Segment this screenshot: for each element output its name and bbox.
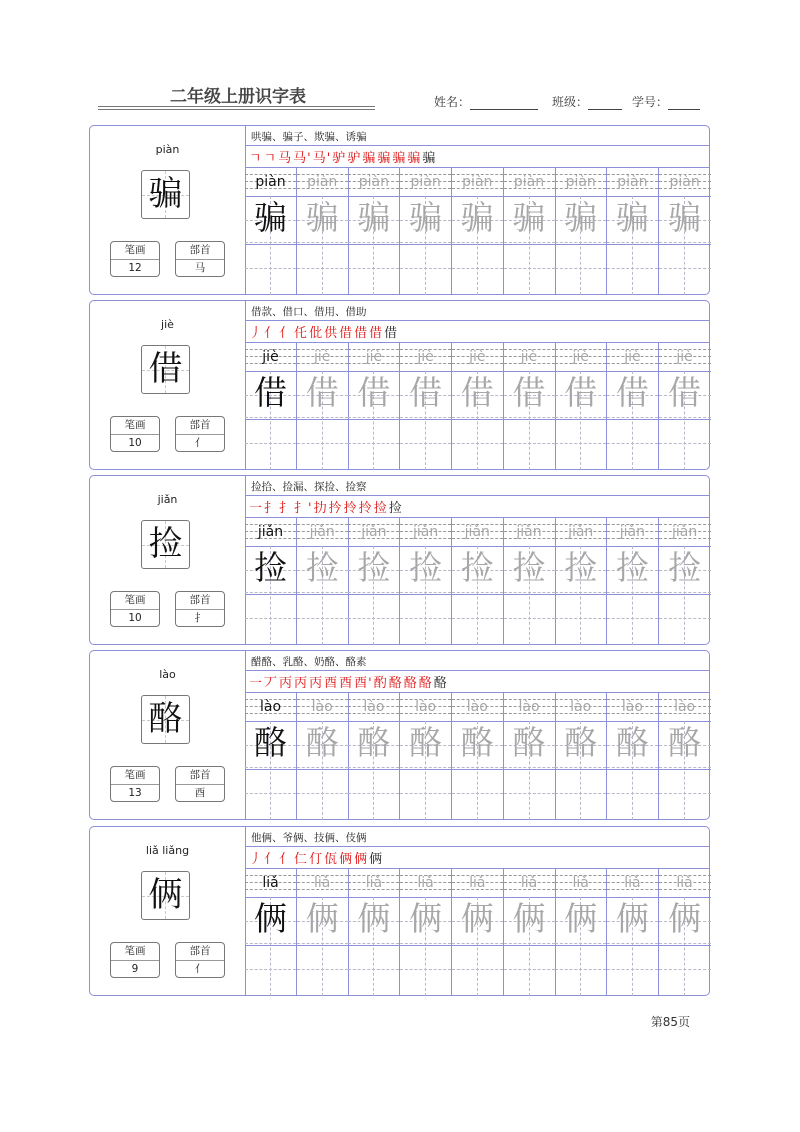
cell-pinyin: lào — [621, 699, 643, 715]
radical-label: 部首 — [176, 417, 224, 435]
pinyin-label: jiǎn — [157, 493, 178, 506]
writing-cell[interactable] — [297, 343, 349, 470]
cell-character: 捡 — [668, 548, 702, 587]
writing-cell[interactable] — [297, 518, 349, 645]
writing-cell[interactable] — [297, 869, 349, 996]
cell-character: 骗 — [512, 198, 546, 237]
cell-pinyin: liǎ — [469, 875, 486, 891]
name-label: 姓名： — [434, 95, 471, 109]
stroke-step: 骗 — [377, 151, 392, 166]
writing-cell[interactable] — [245, 343, 297, 470]
cell-pinyin: lào — [466, 699, 488, 715]
cell-pinyin: jiè — [417, 349, 434, 365]
cell-pinyin: jiǎn — [309, 524, 335, 540]
stroke-step: 马' — [293, 151, 312, 166]
cell-character: 俩 — [357, 899, 391, 938]
stroke-order — [249, 322, 399, 341]
cell-character: 捡 — [460, 548, 494, 587]
character-info-panel — [90, 827, 246, 995]
radical-value: 亻 — [194, 963, 206, 975]
stroke-step: ㄱ — [263, 151, 278, 166]
stroke-step: 仳 — [309, 326, 324, 341]
stroke-step: 酪 — [388, 676, 403, 691]
character-display — [141, 345, 190, 394]
example-words: 他俩、爷俩、技俩、伎俩 — [251, 832, 367, 844]
class-label: 班级： — [552, 95, 589, 109]
character-glyph: 骗 — [148, 174, 183, 214]
cell-character: 骗 — [409, 198, 443, 237]
radical-label: 部首 — [176, 242, 224, 260]
cell-character: 借 — [460, 373, 494, 412]
cell-pinyin: piàn — [358, 174, 389, 190]
stroke-step: 供 — [324, 326, 339, 341]
cell-pinyin: jiǎn — [464, 524, 490, 540]
cell-pinyin: piàn — [462, 174, 493, 190]
writing-cell[interactable] — [659, 343, 711, 470]
stroke-count-value: 12 — [128, 262, 142, 274]
cell-pinyin: liǎ — [365, 875, 383, 891]
stroke-step: 丙 — [294, 676, 309, 691]
practice-panel — [245, 126, 709, 294]
writing-cell[interactable] — [348, 518, 400, 645]
stroke-step: 骗 — [422, 151, 437, 166]
stroke-count-label: 笔画 — [111, 943, 159, 961]
student-id-label: 学号： — [632, 95, 669, 109]
stroke-step: 亻 — [264, 326, 279, 341]
cell-character: 俩 — [564, 899, 598, 938]
radical-label: 部首 — [176, 592, 224, 610]
writing-cell[interactable] — [659, 869, 711, 996]
practice-panel — [245, 476, 709, 644]
stroke-step: 仁 — [294, 852, 309, 867]
cell-character: 俩 — [305, 899, 339, 938]
writing-cell[interactable] — [348, 343, 400, 470]
cell-pinyin: jiè — [676, 349, 693, 365]
stroke-step: 酉 — [339, 676, 354, 691]
writing-cell[interactable] — [245, 693, 297, 820]
writing-cell[interactable] — [659, 168, 711, 295]
page-number: 第85页 — [650, 1015, 690, 1029]
stroke-step: 亻 — [279, 326, 294, 341]
writing-cell[interactable] — [504, 168, 556, 295]
stroke-step: 亻 — [264, 852, 279, 867]
cell-character: 骗 — [305, 198, 339, 237]
stroke-step: 借 — [339, 326, 354, 341]
writing-cell[interactable] — [452, 343, 504, 470]
writing-cell[interactable] — [607, 518, 659, 645]
stroke-step: 驴 — [347, 151, 362, 166]
cell-character: 酪 — [305, 723, 339, 762]
cell-pinyin: lào — [311, 699, 333, 715]
writing-cell[interactable] — [607, 869, 659, 996]
cell-pinyin: liǎ — [572, 875, 589, 891]
example-words: 醋酪、乳酪、奶酪、酪素 — [251, 656, 367, 668]
cell-character: 俩 — [512, 899, 546, 938]
cell-pinyin: jiè — [572, 349, 589, 365]
cell-pinyin: jiǎn — [619, 524, 645, 540]
cell-pinyin: lào — [363, 699, 385, 715]
radical-value: 扌 — [194, 612, 206, 624]
cell-character: 捡 — [615, 548, 649, 587]
cell-pinyin: piàn — [513, 174, 545, 190]
stroke-order — [249, 497, 404, 516]
cell-character: 借 — [512, 373, 546, 412]
radical-value: 酉 — [194, 787, 206, 799]
stroke-step: 丿 — [249, 326, 264, 341]
stroke-step: 酪 — [403, 676, 418, 691]
character-info-panel — [90, 651, 246, 819]
cell-character: 酪 — [668, 723, 702, 762]
stroke-step: 仃 — [309, 852, 324, 867]
writing-cell[interactable] — [297, 693, 349, 820]
cell-character: 借 — [409, 373, 443, 412]
cell-character: 俩 — [615, 899, 649, 938]
writing-cell[interactable] — [555, 693, 607, 820]
cell-pinyin: jiè — [262, 349, 279, 365]
stroke-step: 亻 — [279, 852, 294, 867]
character-info-panel — [90, 126, 246, 294]
cell-pinyin: lào — [415, 699, 437, 715]
cell-pinyin: lào — [518, 699, 540, 715]
stroke-order — [249, 672, 449, 691]
stroke-step: 俩 — [354, 852, 369, 867]
writing-cell[interactable] — [607, 168, 659, 295]
example-words: 捡拾、捡漏、探捡、捡察 — [251, 481, 367, 493]
stroke-step: 拎 — [343, 501, 358, 516]
cell-character: 捡 — [409, 548, 443, 587]
cell-character: 捡 — [564, 548, 598, 587]
cell-character: 酪 — [615, 723, 649, 762]
writing-cell[interactable] — [452, 693, 504, 820]
stroke-count-value: 9 — [131, 963, 139, 975]
character-glyph: 酪 — [148, 699, 183, 739]
practice-panel — [245, 301, 709, 469]
radical-value: 马 — [194, 262, 206, 274]
stroke-count-label: 笔画 — [111, 417, 159, 435]
stroke-step: 一 — [249, 501, 264, 516]
student-id-field[interactable] — [632, 93, 700, 110]
character-glyph: 借 — [148, 349, 183, 389]
character-glyph: 捡 — [148, 524, 183, 564]
character-info-panel — [90, 476, 246, 644]
stroke-step: 酉 — [324, 676, 339, 691]
cell-character: 捡 — [254, 548, 287, 587]
radical-label: 部首 — [176, 767, 224, 785]
cell-pinyin: jiǎn — [568, 524, 594, 540]
writing-cell[interactable] — [348, 168, 400, 295]
writing-cell[interactable] — [659, 693, 711, 820]
stroke-step: 丆 — [264, 676, 279, 691]
stroke-step: 扲 — [328, 501, 343, 516]
stroke-step: 骗 — [392, 151, 407, 166]
pinyin-label: liǎ liǎng — [145, 844, 190, 857]
writing-cell[interactable] — [555, 343, 607, 470]
cell-pinyin: liǎ — [417, 875, 434, 891]
stroke-step: 扌 — [264, 501, 279, 516]
class-blank[interactable] — [588, 97, 622, 110]
radical-box — [175, 416, 225, 452]
writing-cell[interactable] — [400, 168, 452, 295]
stroke-count-box — [110, 241, 160, 277]
writing-cell[interactable] — [504, 693, 556, 820]
character-display — [141, 695, 190, 744]
writing-cell[interactable] — [452, 518, 504, 645]
radical-box — [175, 942, 225, 978]
stroke-step: 酪 — [433, 676, 448, 691]
writing-cell[interactable] — [555, 518, 607, 645]
writing-cell[interactable] — [607, 343, 659, 470]
stroke-count-box — [110, 942, 160, 978]
cell-character: 酪 — [460, 723, 494, 762]
cell-character: 酪 — [409, 723, 443, 762]
cell-character: 俩 — [254, 899, 287, 938]
writing-cell[interactable] — [297, 168, 349, 295]
cell-pinyin: liǎ — [314, 875, 331, 891]
writing-cell[interactable] — [504, 343, 556, 470]
name-blank[interactable] — [470, 97, 538, 110]
cell-character: 俩 — [460, 899, 494, 938]
writing-cell[interactable] — [400, 518, 452, 645]
title-underline — [98, 106, 375, 107]
stroke-step: 马 — [278, 151, 293, 166]
cell-character: 俩 — [668, 899, 702, 938]
character-card — [89, 826, 710, 996]
cell-character: 借 — [564, 373, 598, 412]
practice-panel — [245, 827, 709, 995]
cell-pinyin: liǎ — [624, 875, 641, 891]
page-title: 二年级上册识字表 — [170, 87, 306, 107]
cell-character: 借 — [305, 373, 339, 412]
stroke-step: 借 — [384, 326, 399, 341]
stroke-step: 骗 — [407, 151, 422, 166]
character-card — [89, 125, 710, 295]
cell-character: 骗 — [460, 198, 494, 237]
cell-pinyin: jiǎn — [412, 524, 439, 540]
cell-pinyin: jiè — [520, 349, 538, 365]
pinyin-label: piàn — [155, 143, 180, 156]
pinyin-label: lào — [159, 668, 176, 681]
cell-pinyin: liǎ — [676, 875, 693, 891]
cell-pinyin: jiǎn — [516, 524, 542, 540]
stroke-count-label: 笔画 — [111, 242, 159, 260]
writing-cell[interactable] — [504, 869, 556, 996]
cell-pinyin: jiè — [469, 349, 486, 365]
cell-pinyin: jiè — [313, 349, 331, 365]
writing-cell[interactable] — [348, 869, 400, 996]
stroke-count-label: 笔画 — [111, 592, 159, 610]
stroke-step: 丙 — [279, 676, 294, 691]
stroke-count-value: 13 — [128, 787, 142, 799]
cell-character: 借 — [668, 373, 702, 412]
stroke-count-label: 笔画 — [111, 767, 159, 785]
writing-cell[interactable] — [555, 869, 607, 996]
cell-pinyin: piàn — [255, 174, 286, 190]
writing-cell[interactable] — [555, 168, 607, 295]
writing-cell[interactable] — [245, 168, 297, 295]
cell-character: 骗 — [564, 198, 598, 237]
cell-pinyin: lào — [674, 699, 696, 715]
stroke-step: 仛 — [294, 326, 309, 341]
radical-box — [175, 241, 225, 277]
cell-character: 骗 — [668, 198, 702, 237]
stroke-count-box — [110, 591, 160, 627]
stroke-step: 骗 — [362, 151, 377, 166]
stroke-step: 俩 — [369, 852, 384, 867]
cell-pinyin: jiǎn — [671, 524, 698, 540]
stroke-step: 借 — [354, 326, 369, 341]
writing-cell[interactable] — [504, 518, 556, 645]
cell-pinyin: liǎ — [262, 875, 279, 891]
radical-box — [175, 766, 225, 802]
character-display — [141, 871, 190, 920]
character-card — [89, 650, 710, 820]
stroke-step: ㄱ — [249, 151, 263, 166]
stroke-count-box — [110, 416, 160, 452]
writing-cell[interactable] — [452, 168, 504, 295]
stroke-step: 拎 — [358, 501, 373, 516]
cell-character: 捡 — [305, 548, 339, 587]
cell-character: 借 — [254, 373, 287, 412]
stroke-step: 捡 — [373, 501, 388, 516]
stroke-count-value: 10 — [128, 612, 142, 624]
stroke-step: 酪 — [418, 676, 433, 691]
cell-character: 骗 — [357, 198, 391, 237]
writing-cell[interactable] — [452, 869, 504, 996]
stroke-step: 扐 — [313, 501, 328, 516]
stroke-step: 马' — [312, 151, 332, 166]
cell-character: 骗 — [254, 198, 287, 237]
character-display — [141, 170, 190, 219]
cell-pinyin: piàn — [307, 174, 338, 190]
cell-character: 借 — [357, 373, 391, 412]
stroke-step: 借 — [369, 326, 384, 341]
cell-character: 俩 — [409, 899, 443, 938]
writing-cell[interactable] — [400, 693, 452, 820]
character-display — [141, 520, 190, 569]
character-glyph: 俩 — [148, 875, 183, 915]
example-words: 哄骗、骗子、欺骗、诱骗 — [251, 131, 367, 143]
name-field[interactable] — [434, 93, 538, 110]
stroke-order — [249, 147, 437, 166]
writing-cell[interactable] — [400, 869, 452, 996]
stroke-step: 佤 — [324, 852, 339, 867]
radical-box — [175, 591, 225, 627]
character-card — [89, 300, 710, 470]
student-id-blank[interactable] — [668, 97, 700, 110]
radical-label: 部首 — [176, 943, 224, 961]
cell-character: 酪 — [564, 723, 598, 762]
cell-character: 借 — [615, 373, 649, 412]
stroke-step: 扌' — [294, 501, 313, 516]
cell-pinyin: lào — [570, 699, 592, 715]
cell-character: 捡 — [512, 548, 546, 587]
title-underline — [98, 109, 375, 110]
stroke-step: 俩 — [339, 852, 354, 867]
writing-cell[interactable] — [245, 518, 297, 645]
character-card — [89, 475, 710, 645]
stroke-step: 丿 — [249, 852, 264, 867]
cell-pinyin: jiǎn — [257, 524, 284, 540]
cell-character: 酪 — [512, 723, 546, 762]
cell-character: 酪 — [254, 723, 287, 762]
cell-pinyin: liǎ — [520, 875, 538, 891]
writing-cell[interactable] — [659, 518, 711, 645]
cell-pinyin: jiè — [624, 349, 641, 365]
cell-pinyin: piàn — [669, 174, 700, 190]
cell-pinyin: jiè — [365, 349, 383, 365]
character-info-panel — [90, 301, 246, 469]
stroke-step: 捡 — [388, 501, 403, 516]
stroke-count-value: 10 — [128, 437, 142, 449]
stroke-count-box — [110, 766, 160, 802]
class-field[interactable] — [552, 93, 622, 110]
pinyin-label: jiè — [161, 318, 174, 331]
cell-pinyin: lào — [259, 699, 282, 715]
stroke-step: 驴 — [332, 151, 347, 166]
practice-panel — [245, 651, 709, 819]
stroke-step: 酉' — [354, 676, 373, 691]
writing-cell[interactable] — [348, 693, 400, 820]
cell-pinyin: jiǎn — [361, 524, 387, 540]
cell-pinyin: piàn — [617, 174, 648, 190]
example-words: 借款、借口、借用、借助 — [251, 306, 367, 318]
stroke-step: 扌 — [279, 501, 294, 516]
stroke-order — [249, 848, 384, 867]
radical-value: 亻 — [194, 437, 206, 449]
cell-character: 酪 — [357, 723, 391, 762]
writing-cell[interactable] — [400, 343, 452, 470]
stroke-step: 酌 — [373, 676, 388, 691]
writing-cell[interactable] — [607, 693, 659, 820]
cell-pinyin: piàn — [410, 174, 441, 190]
stroke-step: 丙 — [309, 676, 324, 691]
cell-character: 捡 — [357, 548, 391, 587]
cell-character: 骗 — [615, 198, 649, 237]
writing-cell[interactable] — [245, 869, 297, 996]
cell-pinyin: piàn — [565, 174, 596, 190]
stroke-step: 一 — [249, 676, 264, 691]
